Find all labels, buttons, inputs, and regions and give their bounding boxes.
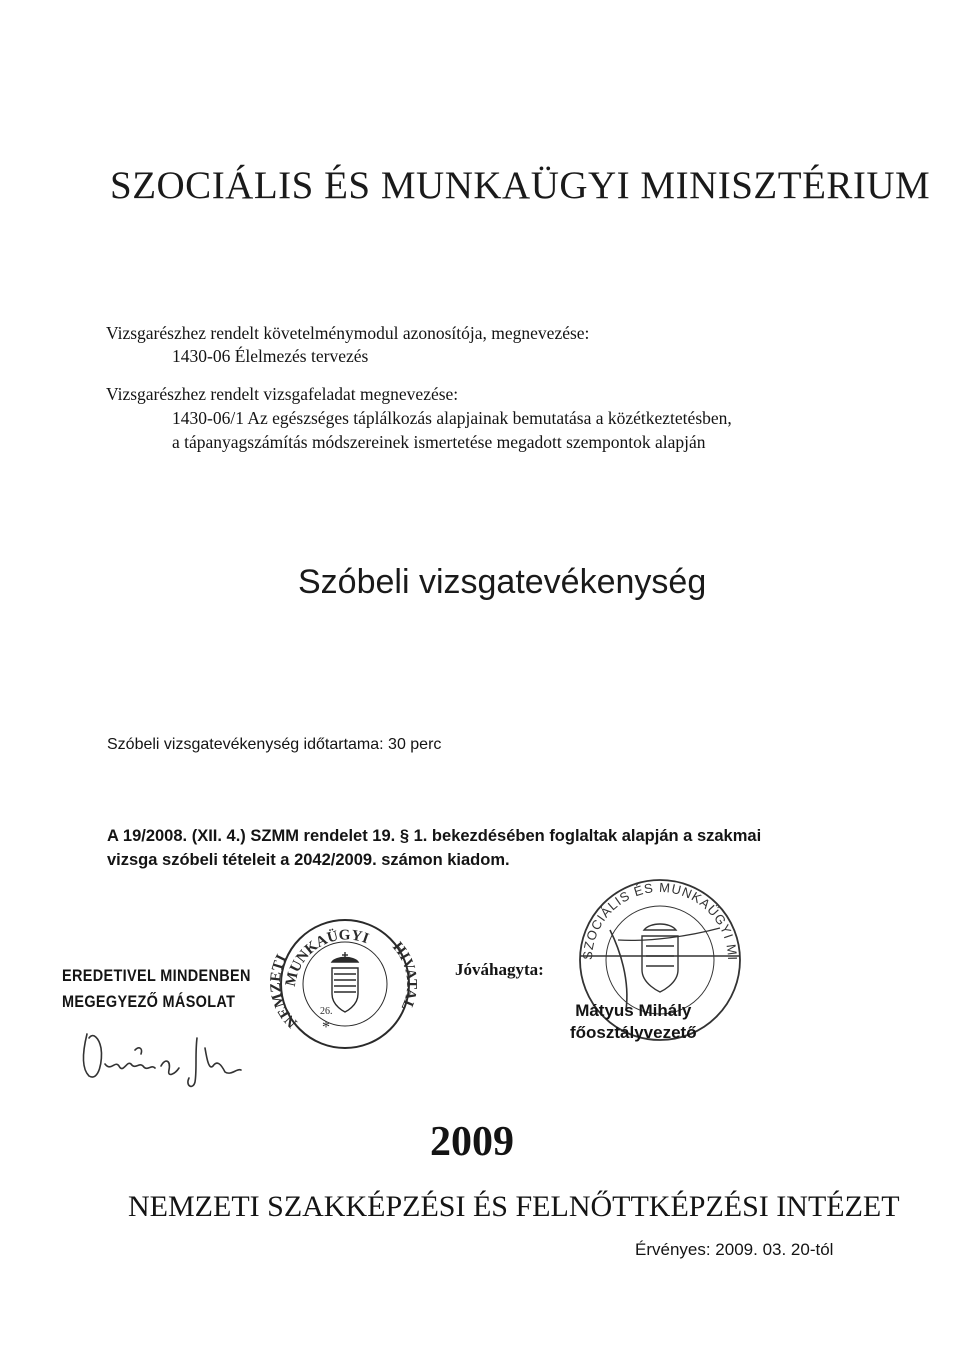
task-line-1: 1430-06/1 Az egészséges táplálkozás alapjainak bemutatása a közétkeztetésben, [172, 408, 732, 428]
task-label: Vizsgarészhez rendelt vizsgafeladat megnevezése: [106, 384, 459, 404]
coat-of-arms-icon [642, 924, 678, 992]
signer-title: főosztályvezető [570, 1023, 697, 1042]
valid-from: Érvényes: 2009. 03. 20-tól [635, 1240, 834, 1259]
signer-block [570, 1000, 697, 1044]
exam-duration: Szóbeli vizsgatevékenység időtartama: 30 perc [107, 736, 442, 753]
stamp-right-arc-text: SZOCIÁLIS ÉS MUNKAÜGYI MINISZTÉRIUM [564, 858, 741, 962]
stamp-left-left-text: NEMZETI [267, 952, 301, 1031]
certified-copy-stamp [62, 963, 251, 1015]
signer-name: Mátyus Mihály [575, 1001, 692, 1020]
seal-stamp-left [267, 912, 420, 1052]
stamp-left-number: 26. [320, 1006, 333, 1017]
decree-line-2: vizsga szóbeli tételeit a 2042/2009. számon kiadom. [107, 851, 510, 869]
module-value: 1430-06 Élelmezés tervezés [172, 346, 369, 366]
approved-label: Jóváhagyta: [455, 960, 544, 979]
document-year: 2009 [430, 1119, 514, 1165]
ministry-title: SZOCIÁLIS ÉS MUNKAÜGYI MINISZTÉRIUM [110, 164, 931, 207]
svg-text:HIVATAL [389, 939, 419, 1012]
handwritten-signature-left [75, 1020, 245, 1090]
task-line-2: a tápanyagszámítás módszereinek ismertetése megadott szempontok alapján [172, 432, 706, 452]
stamp-left-right-text: HIVATAL [389, 939, 420, 1013]
institute-name: NEMZETI SZAKKÉPZÉSI ÉS FELNŐTTKÉPZÉSI INTÉZET [128, 1190, 900, 1223]
decree-line-1: A 19/2008. (XII. 4.) SZMM rendelet 19. § 1. bekezdésében foglaltak alapján a szakmai [107, 827, 762, 845]
coat-of-arms-icon [332, 952, 358, 1012]
certified-line-2: MEGEGYEZŐ MÁSOLAT [62, 992, 236, 1011]
stamp-left-top-text: MUNKAÜGYI [282, 927, 371, 988]
stamp-left-star-icon: * [322, 1019, 330, 1036]
module-label: Vizsgarészhez rendelt követelménymodul azonosítója, megnevezése: [106, 323, 590, 343]
certified-line-1: EREDETIVEL MINDENBEN [62, 966, 251, 985]
oral-exam-title: Szóbeli vizsgatevékenység [298, 563, 707, 601]
